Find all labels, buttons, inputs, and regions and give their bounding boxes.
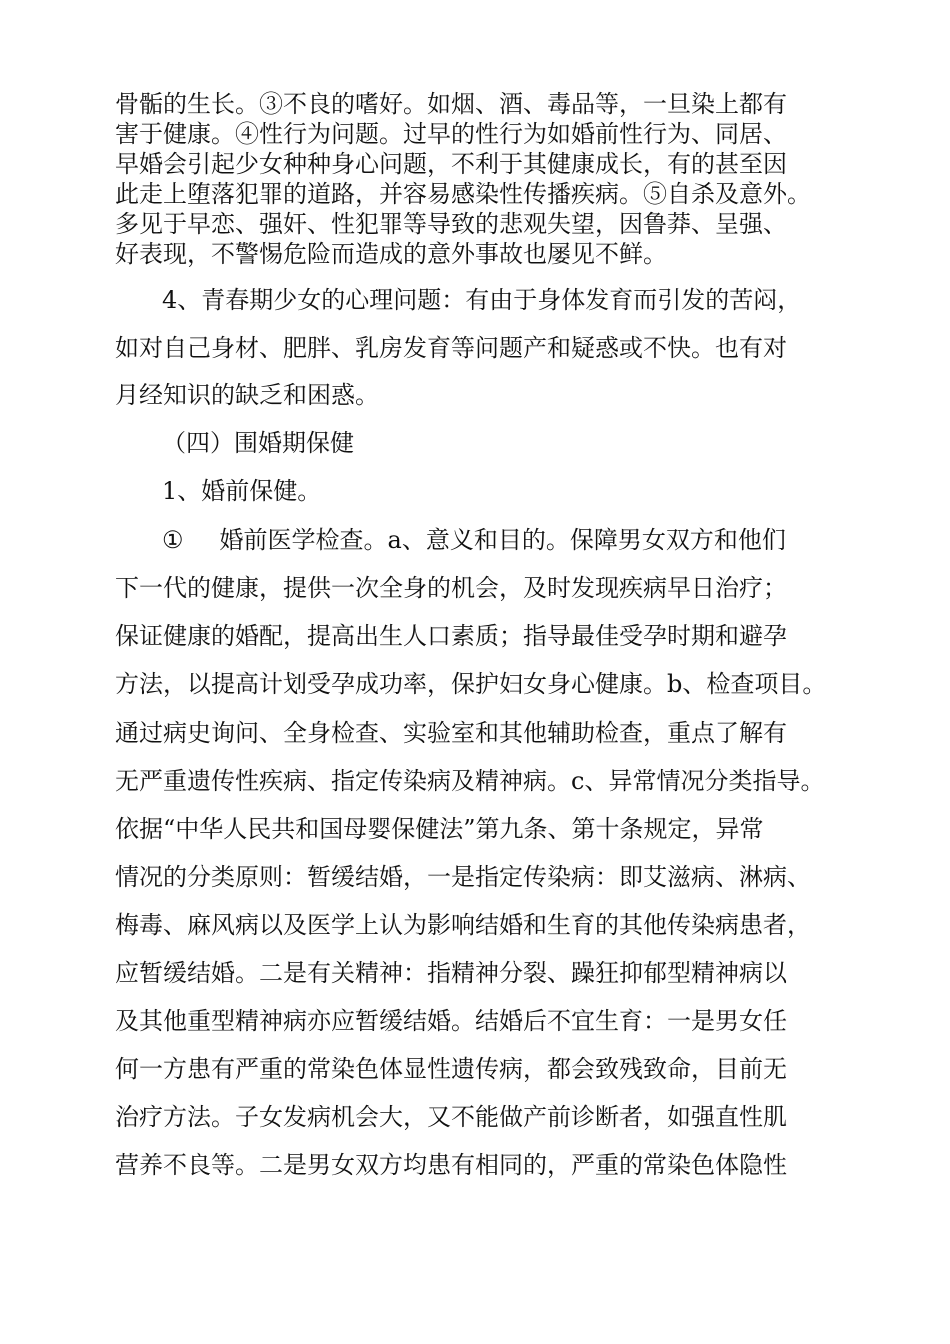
text-line: 应暂缓结婚。二是有关精神：指精神分裂、躁狂抑郁型精神病以 (115, 959, 787, 987)
text-line: 4、青春期少女的心理问题：有由于身体发育而引发的苦闷， (162, 286, 802, 314)
list-item-first-line (162, 526, 786, 554)
text-line: 早婚会引起少女种种身心问题，不利于其健康成长，有的甚至因 (115, 150, 787, 178)
text-line: 治疗方法。子女发病机会大，又不能做产前诊断者，如强直性肌 (115, 1103, 787, 1131)
circled-number-marker: ① (162, 526, 184, 554)
text-line: 营养不良等。二是男女双方均患有相同的，严重的常染色体隐性 (115, 1151, 787, 1179)
subsection-heading: 1、婚前保健。 (162, 477, 322, 505)
text-line: 情况的分类原则：暂缓结婚，一是指定传染病：即艾滋病、淋病、 (115, 863, 811, 891)
text-line: 何一方患有严重的常染色体显性遗传病，都会致残致命，目前无 (115, 1055, 787, 1083)
text-line: 婚前医学检查。a、意义和目的。保障男女双方和他们 (219, 526, 786, 554)
text-line: 依据“中华人民共和国母婴保健法”第九条、第十条规定，异常 (115, 815, 764, 843)
text-line: 害于健康。④性行为问题。过早的性行为如婚前性行为、同居、 (115, 120, 787, 148)
text-line: 此走上堕落犯罪的道路，并容易感染性传播疾病。⑤自杀及意外。 (115, 180, 811, 208)
section-heading: （四）围婚期保健 (162, 429, 354, 457)
text-line: 如对自己身材、肥胖、乳房发育等问题产和疑惑或不快。也有对 (115, 334, 787, 362)
text-line: 月经知识的缺乏和困惑。 (115, 381, 379, 409)
text-line: 骨骺的生长。③不良的嗜好。如烟、酒、毒品等，一旦染上都有 (115, 90, 787, 118)
text-line: 下一代的健康，提供一次全身的机会，及时发现疾病早日治疗； (115, 574, 787, 602)
text-line: 方法，以提高计划受孕成功率，保护妇女身心健康。b、检查项目。 (115, 670, 827, 698)
text-line: 无严重遗传性疾病、指定传染病及精神病。c、异常情况分类指导。 (115, 767, 825, 795)
text-line: 保证健康的婚配，提高出生人口素质；指导最佳受孕时期和避孕 (115, 622, 787, 650)
text-line: 好表现，不警惕危险而造成的意外事故也屡见不鲜。 (115, 240, 667, 268)
text-line: 多见于早恋、强奸、性犯罪等导致的悲观失望，因鲁莽、呈强、 (115, 210, 787, 238)
text-line: 梅毒、麻风病以及医学上认为影响结婚和生育的其他传染病患者， (115, 911, 811, 939)
text-line: 及其他重型精神病亦应暂缓结婚。结婚后不宜生育：一是男女任 (115, 1007, 787, 1035)
text-line: 通过病史询问、全身检查、实验室和其他辅助检查，重点了解有 (115, 719, 787, 747)
